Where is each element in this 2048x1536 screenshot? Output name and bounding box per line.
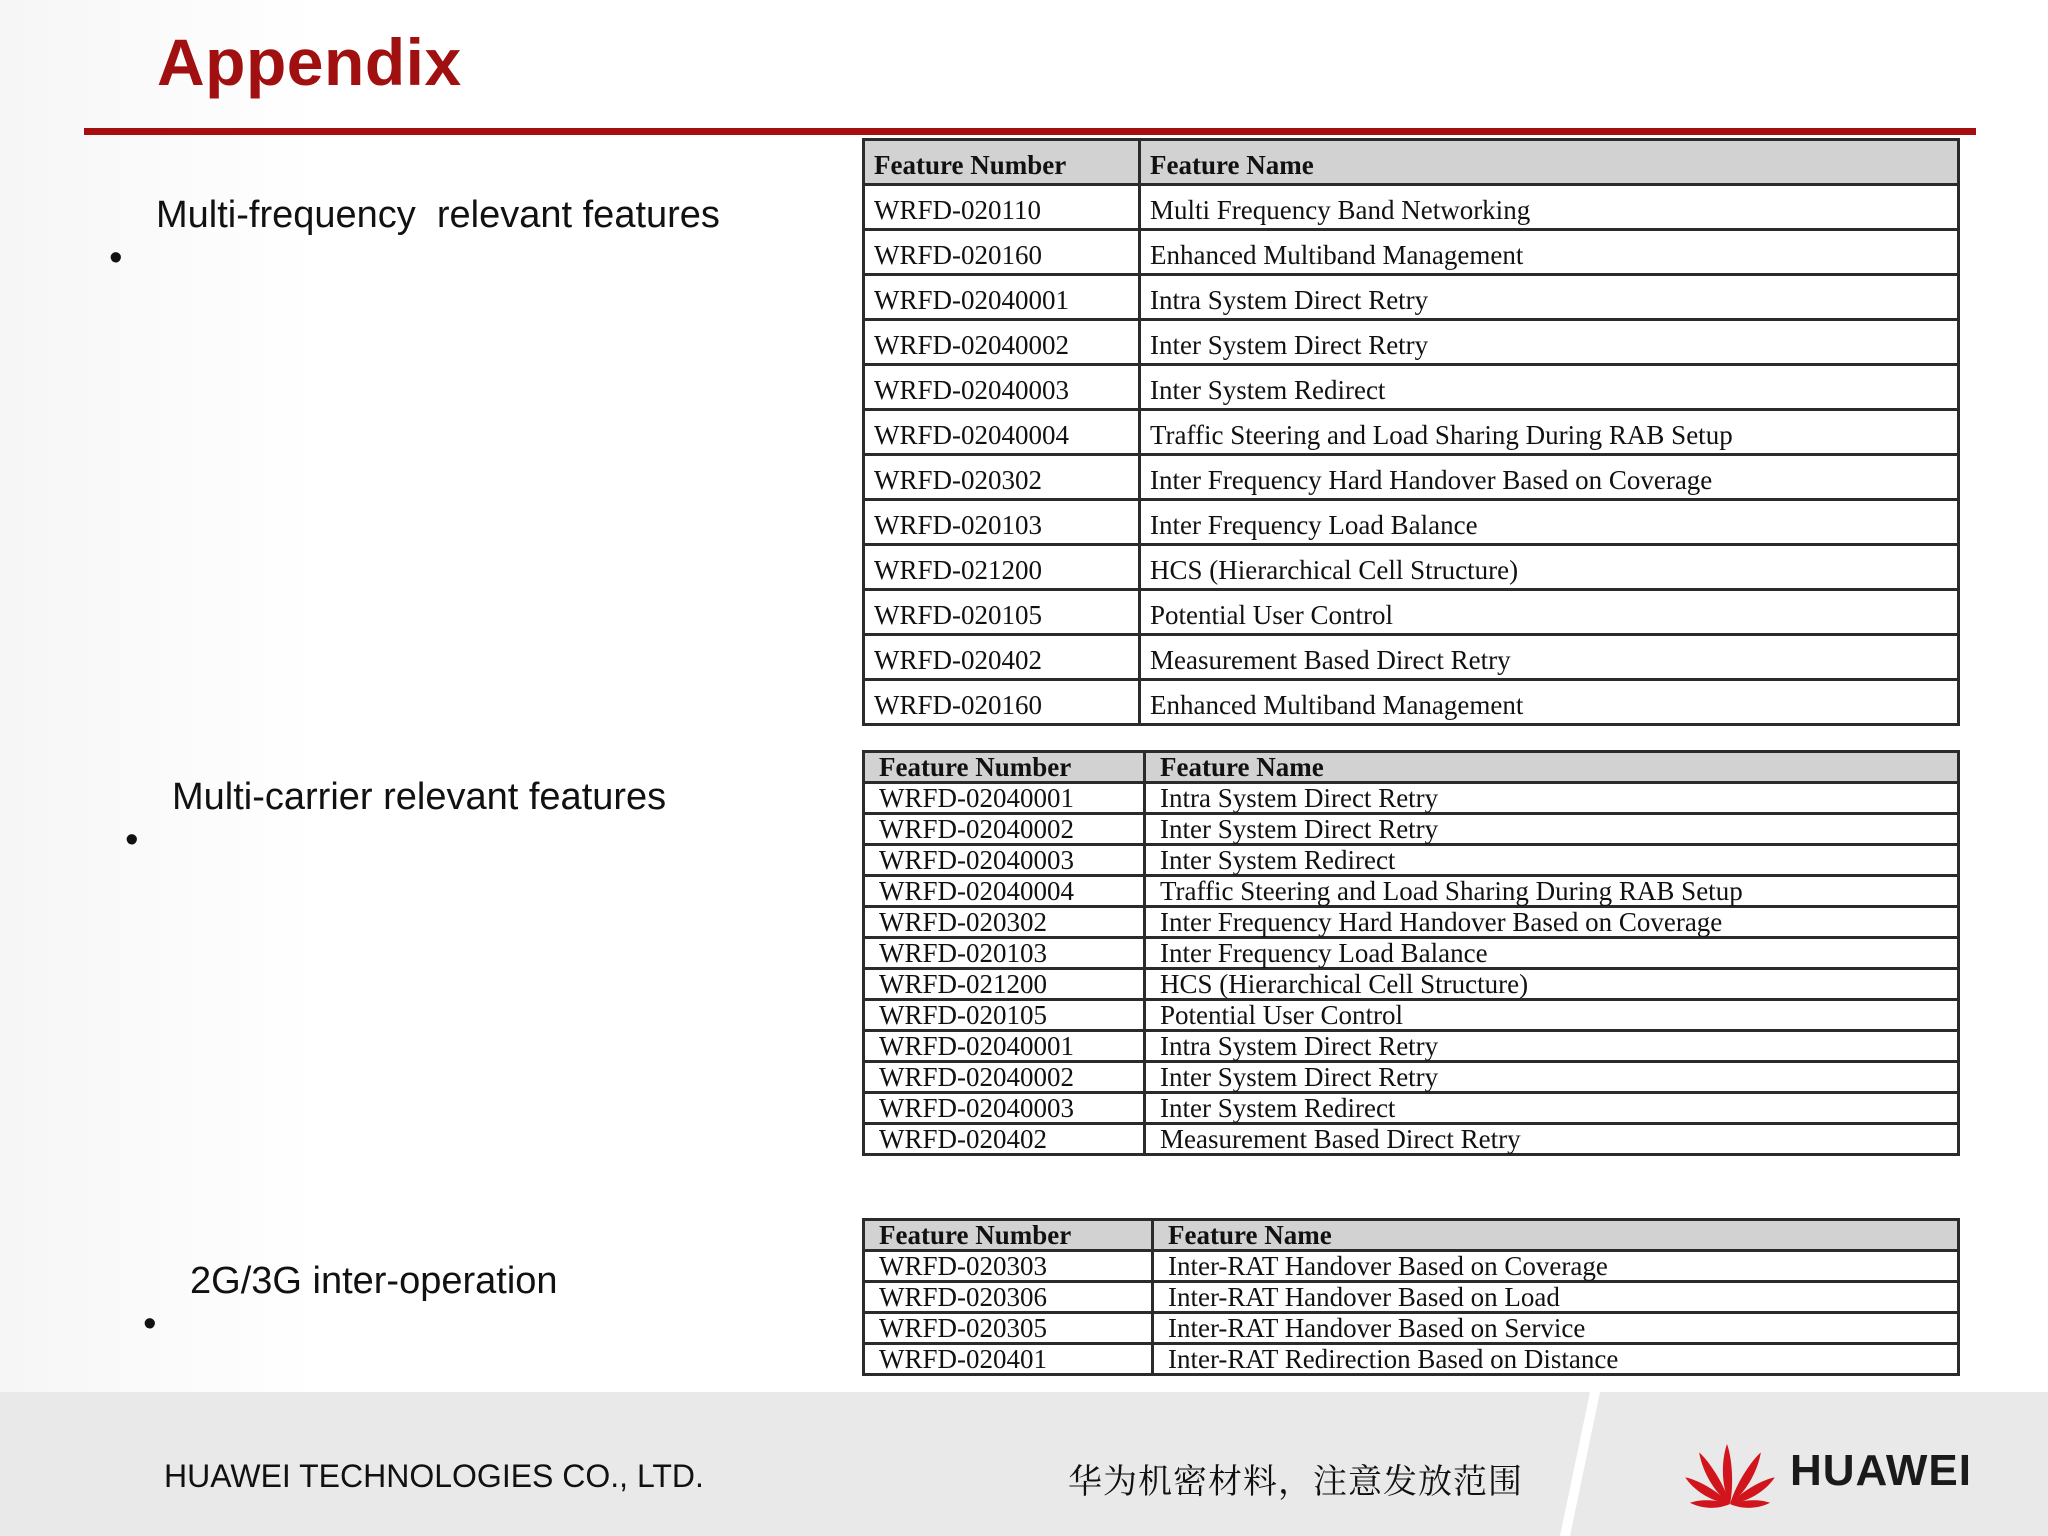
feature-name-cell: Enhanced Multiband Management <box>1140 230 1959 275</box>
feature-name-cell: Inter Frequency Load Balance <box>1145 938 1959 969</box>
feature-name-cell: Inter-RAT Handover Based on Coverage <box>1153 1251 1959 1282</box>
feature-name-cell: Traffic Steering and Load Sharing During RAB Setup <box>1145 876 1959 907</box>
feature-number-cell: WRFD-020402 <box>864 1124 1145 1155</box>
feature-number-cell: WRFD-02040002 <box>864 814 1145 845</box>
bullet-inter-operation <box>122 1260 558 1389</box>
feature-name-cell: Intra System Direct Retry <box>1145 783 1959 814</box>
footer-company-name: HUAWEI TECHNOLOGIES CO., LTD. <box>164 1458 704 1494</box>
table-row <box>864 320 1959 365</box>
table-row <box>864 1031 1959 1062</box>
feature-number-cell: WRFD-020160 <box>864 230 1140 275</box>
feature-number-cell: WRFD-021200 <box>864 545 1140 590</box>
bullet-inter-operation-label: 2G/3G inter-operation <box>190 1260 558 1302</box>
table-row <box>864 1313 1959 1344</box>
table-row <box>864 1124 1959 1155</box>
table-row <box>864 635 1959 680</box>
feature-number-cell: WRFD-02040001 <box>864 783 1145 814</box>
feature-name-cell: Intra System Direct Retry <box>1145 1031 1959 1062</box>
header-feature-number: Feature Number <box>864 140 1140 185</box>
feature-number-cell: WRFD-020105 <box>864 590 1140 635</box>
huawei-logo <box>1680 1432 1980 1512</box>
feature-number-cell: WRFD-02040004 <box>864 876 1145 907</box>
table-row <box>864 1282 1959 1313</box>
footer-confidentiality-notice: 华为机密材料，注意发放范围 <box>1068 1462 1523 1502</box>
bullet-multi-frequency-label: Multi-frequency relevant features <box>156 194 720 236</box>
feature-number-cell: WRFD-020306 <box>864 1282 1153 1313</box>
feature-name-cell: Inter System Redirect <box>1140 365 1959 410</box>
table-row <box>864 275 1959 320</box>
feature-name-cell: Inter Frequency Load Balance <box>1140 500 1959 545</box>
table-row <box>864 1251 1959 1282</box>
table-row <box>864 783 1959 814</box>
feature-name-cell: Multi Frequency Band Networking <box>1140 185 1959 230</box>
feature-number-cell: WRFD-02040003 <box>864 365 1140 410</box>
header-feature-name: Feature Name <box>1145 752 1959 783</box>
feature-name-cell: Inter System Redirect <box>1145 845 1959 876</box>
feature-name-cell: Inter System Direct Retry <box>1140 320 1959 365</box>
feature-name-cell: Inter System Direct Retry <box>1145 1062 1959 1093</box>
table-row <box>864 185 1959 230</box>
bullet-glyph: • <box>109 237 123 279</box>
bullet-multi-carrier-label: Multi-carrier relevant features <box>172 776 667 818</box>
table-row <box>864 365 1959 410</box>
header-feature-name: Feature Name <box>1140 140 1959 185</box>
feature-name-cell: Inter-RAT Redirection Based on Distance <box>1153 1344 1959 1375</box>
feature-number-cell: WRFD-020105 <box>864 1000 1145 1031</box>
feature-name-cell: Inter System Redirect <box>1145 1093 1959 1124</box>
inter-operation-feature-table <box>862 1218 1960 1376</box>
feature-number-cell: WRFD-020401 <box>864 1344 1153 1375</box>
table-header-row <box>864 140 1959 185</box>
feature-name-cell: HCS (Hierarchical Cell Structure) <box>1140 545 1959 590</box>
table-header-row <box>864 1220 1959 1251</box>
table-row <box>864 500 1959 545</box>
header-feature-number: Feature Number <box>864 752 1145 783</box>
page-title: Appendix <box>157 25 462 99</box>
table-row <box>864 590 1959 635</box>
feature-number-cell: WRFD-020103 <box>864 938 1145 969</box>
feature-number-cell: WRFD-02040004 <box>864 410 1140 455</box>
feature-name-cell: Traffic Steering and Load Sharing During RAB Setup <box>1140 410 1959 455</box>
feature-name-cell: Measurement Based Direct Retry <box>1140 635 1959 680</box>
table-row <box>864 1344 1959 1375</box>
footer-divider-stripe <box>1560 1392 1600 1536</box>
feature-name-cell: HCS (Hierarchical Cell Structure) <box>1145 969 1959 1000</box>
table-row <box>864 410 1959 455</box>
table-row <box>864 1000 1959 1031</box>
table-row <box>864 230 1959 275</box>
table-row <box>864 1062 1959 1093</box>
table-row <box>864 680 1959 725</box>
footer-bar <box>0 1392 2048 1536</box>
feature-number-cell: WRFD-020103 <box>864 500 1140 545</box>
table-row <box>864 1093 1959 1124</box>
feature-number-cell: WRFD-021200 <box>864 969 1145 1000</box>
feature-number-cell: WRFD-020402 <box>864 635 1140 680</box>
feature-number-cell: WRFD-020303 <box>864 1251 1153 1282</box>
feature-number-cell: WRFD-02040002 <box>864 1062 1145 1093</box>
multi-carrier-feature-table <box>862 750 1960 1156</box>
feature-name-cell: Inter-RAT Handover Based on Service <box>1153 1313 1959 1344</box>
feature-name-cell: Inter-RAT Handover Based on Load <box>1153 1282 1959 1313</box>
table-row <box>864 969 1959 1000</box>
feature-number-cell: WRFD-02040001 <box>864 275 1140 320</box>
multi-frequency-feature-table <box>862 138 1960 726</box>
table-row <box>864 455 1959 500</box>
header-feature-number: Feature Number <box>864 1220 1153 1251</box>
feature-number-cell: WRFD-02040001 <box>864 1031 1145 1062</box>
feature-name-cell: Inter System Direct Retry <box>1145 814 1959 845</box>
huawei-logo-wordmark: HUAWEI <box>1790 1446 1972 1495</box>
feature-name-cell: Intra System Direct Retry <box>1140 275 1959 320</box>
feature-number-cell: WRFD-02040002 <box>864 320 1140 365</box>
bullet-glyph: • <box>143 1303 157 1345</box>
feature-number-cell: WRFD-020160 <box>864 680 1140 725</box>
feature-name-cell: Inter Frequency Hard Handover Based on Coverage <box>1145 907 1959 938</box>
table-row <box>864 545 1959 590</box>
table-header-row <box>864 752 1959 783</box>
feature-name-cell: Measurement Based Direct Retry <box>1145 1124 1959 1155</box>
feature-name-cell: Potential User Control <box>1145 1000 1959 1031</box>
table-row <box>864 845 1959 876</box>
bullet-multi-carrier <box>104 776 667 905</box>
bullet-glyph: • <box>125 819 139 861</box>
feature-name-cell: Enhanced Multiband Management <box>1140 680 1959 725</box>
feature-number-cell: WRFD-020110 <box>864 185 1140 230</box>
table-row <box>864 814 1959 845</box>
title-divider <box>84 128 1976 135</box>
feature-number-cell: WRFD-02040003 <box>864 845 1145 876</box>
feature-number-cell: WRFD-020305 <box>864 1313 1153 1344</box>
feature-name-cell: Potential User Control <box>1140 590 1959 635</box>
feature-number-cell: WRFD-020302 <box>864 455 1140 500</box>
table-row <box>864 938 1959 969</box>
table-row <box>864 907 1959 938</box>
huawei-petal-icon <box>1680 1432 1780 1512</box>
header-feature-name: Feature Name <box>1153 1220 1959 1251</box>
bullet-multi-frequency <box>88 194 720 323</box>
feature-name-cell: Inter Frequency Hard Handover Based on Coverage <box>1140 455 1959 500</box>
feature-number-cell: WRFD-020302 <box>864 907 1145 938</box>
feature-number-cell: WRFD-02040003 <box>864 1093 1145 1124</box>
table-row <box>864 876 1959 907</box>
